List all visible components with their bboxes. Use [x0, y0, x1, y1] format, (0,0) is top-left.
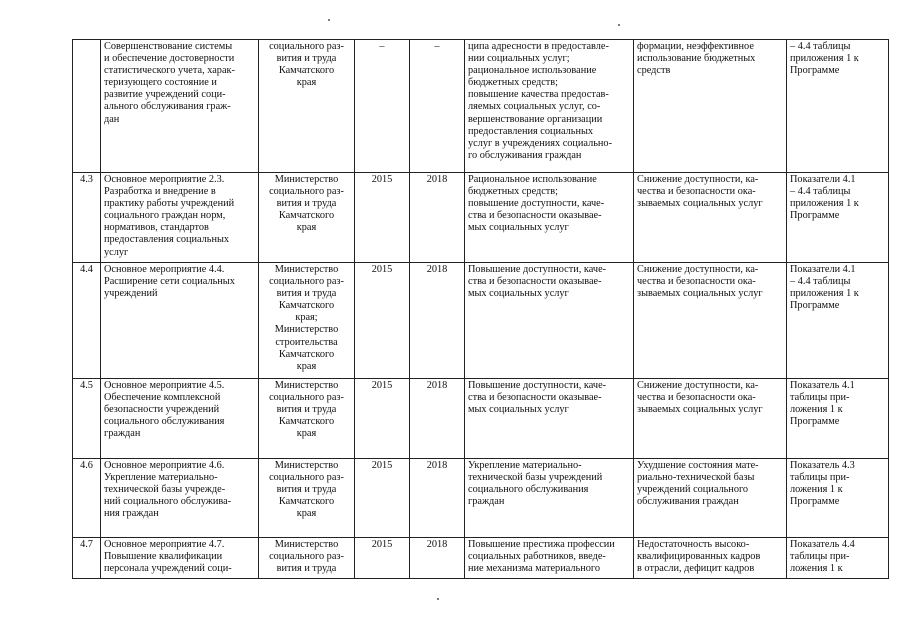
table-row: [73, 40, 889, 173]
indicators-link-cell: Показатель 4.4 таблицы при- ложения 1 к: [787, 538, 889, 579]
responsible-executor-cell: Министерство социального раз- вития и труда Камчатского края: [259, 459, 355, 538]
start-year-cell: 2015: [355, 538, 410, 579]
table-row: [73, 263, 889, 379]
expected-result-cell: Укрепление материально- технической базы учреждений социального обслуживания граждан: [465, 459, 634, 538]
non-implementation-consequences-cell: Снижение доступности, ка- чества и безопасности ока- зываемых социальных услуг: [634, 173, 787, 263]
table-row: [73, 173, 889, 263]
end-year-cell: 2018: [410, 379, 465, 459]
end-year-cell: 2018: [410, 459, 465, 538]
indicators-link-cell: Показатели 4.1 – 4.4 таблицы приложения 1 к Программе: [787, 263, 889, 379]
row-number-cell: 4.7: [73, 538, 101, 579]
program-activities-table: [72, 39, 889, 579]
indicators-link-cell: Показатели 4.1 – 4.4 таблицы приложения 1 к Программе: [787, 173, 889, 263]
start-year-cell: 2015: [355, 173, 410, 263]
end-year-cell: 2018: [410, 538, 465, 579]
responsible-executor-cell: Министерство социального раз- вития и труда Камчатского края: [259, 173, 355, 263]
end-year-cell: –: [410, 40, 465, 173]
responsible-executor-cell: социального раз- вития и труда Камчатского края: [259, 40, 355, 173]
table-row: [73, 379, 889, 459]
activity-name-cell: Основное мероприятие 4.7. Повышение квалификации персонала учреждений соци-: [101, 538, 259, 579]
non-implementation-consequences-cell: Снижение доступности, ка- чества и безопасности ока- зываемых социальных услуг: [634, 263, 787, 379]
non-implementation-consequences-cell: Недостаточность высоко- квалифицированных кадров в отрасли, дефицит кадров: [634, 538, 787, 579]
expected-result-cell: ципа адресности в предоставле- нии социальных услуг; рациональное использование бюджетных средств; повышение качества предостав- ляемых социальных услуг, со- вершенствование организации предоставления социальных услуг в учреждениях социально- го обслуживания граждан: [465, 40, 634, 173]
activity-name-cell: Основное мероприятие 4.5. Обеспечение комплексной безопасности учреждений социального обслуживания граждан: [101, 379, 259, 459]
start-year-cell: 2015: [355, 379, 410, 459]
scan-speck: [437, 598, 439, 600]
start-year-cell: 2015: [355, 263, 410, 379]
start-year-cell: –: [355, 40, 410, 173]
row-number-cell: 4.6: [73, 459, 101, 538]
indicators-link-cell: Показатель 4.3 таблицы при- ложения 1 к Программе: [787, 459, 889, 538]
non-implementation-consequences-cell: Снижение доступности, ка- чества и безопасности ока- зываемых социальных услуг: [634, 379, 787, 459]
row-number-cell: 4.4: [73, 263, 101, 379]
scan-speck: [618, 24, 620, 26]
row-number-cell: [73, 40, 101, 173]
responsible-executor-cell: Министерство социального раз- вития и труда Камчатского края: [259, 379, 355, 459]
activity-name-cell: Совершенствование системы и обеспечение достоверности статистического учета, харак- теризующего состояние и развитие учреждений соци- ального обслуживания граж- дан: [101, 40, 259, 173]
expected-result-cell: Повышение престижа профессии социальных работников, введе- ние механизма материального: [465, 538, 634, 579]
activity-name-cell: Основное мероприятие 4.6. Укрепление материально- технической базы учрежде- ний социального обслужива- ния граждан: [101, 459, 259, 538]
expected-result-cell: Повышение доступности, каче- ства и безопасности оказывае- мых социальных услуг: [465, 263, 634, 379]
responsible-executor-cell: Министерство социального раз- вития и труда: [259, 538, 355, 579]
row-number-cell: 4.3: [73, 173, 101, 263]
indicators-link-cell: – 4.4 таблицы приложения 1 к Программе: [787, 40, 889, 173]
table-row: [73, 459, 889, 538]
row-number-cell: 4.5: [73, 379, 101, 459]
indicators-link-cell: Показатель 4.1 таблицы при- ложения 1 к Программе: [787, 379, 889, 459]
activity-name-cell: Основное мероприятие 4.4. Расширение сети социальных учреждений: [101, 263, 259, 379]
expected-result-cell: Рациональное использование бюджетных средств; повышение доступности, каче- ства и безопасности оказывае- мых социальных услуг: [465, 173, 634, 263]
end-year-cell: 2018: [410, 173, 465, 263]
scan-speck: [328, 19, 330, 21]
non-implementation-consequences-cell: формации, неэффективное использование бюджетных средств: [634, 40, 787, 173]
table-row: [73, 538, 889, 579]
start-year-cell: 2015: [355, 459, 410, 538]
expected-result-cell: Повышение доступности, каче- ства и безопасности оказывае- мых социальных услуг: [465, 379, 634, 459]
end-year-cell: 2018: [410, 263, 465, 379]
non-implementation-consequences-cell: Ухудшение состояния мате- риально-технической базы учреждений социального обслуживания граждан: [634, 459, 787, 538]
activity-name-cell: Основное мероприятие 2.3. Разработка и внедрение в практику работы учреждений социального граждан норм, нормативов, стандартов предоставления социальных услуг: [101, 173, 259, 263]
responsible-executor-cell: Министерство социального раз- вития и труда Камчатского края; Министерство строительства Камчатского края: [259, 263, 355, 379]
